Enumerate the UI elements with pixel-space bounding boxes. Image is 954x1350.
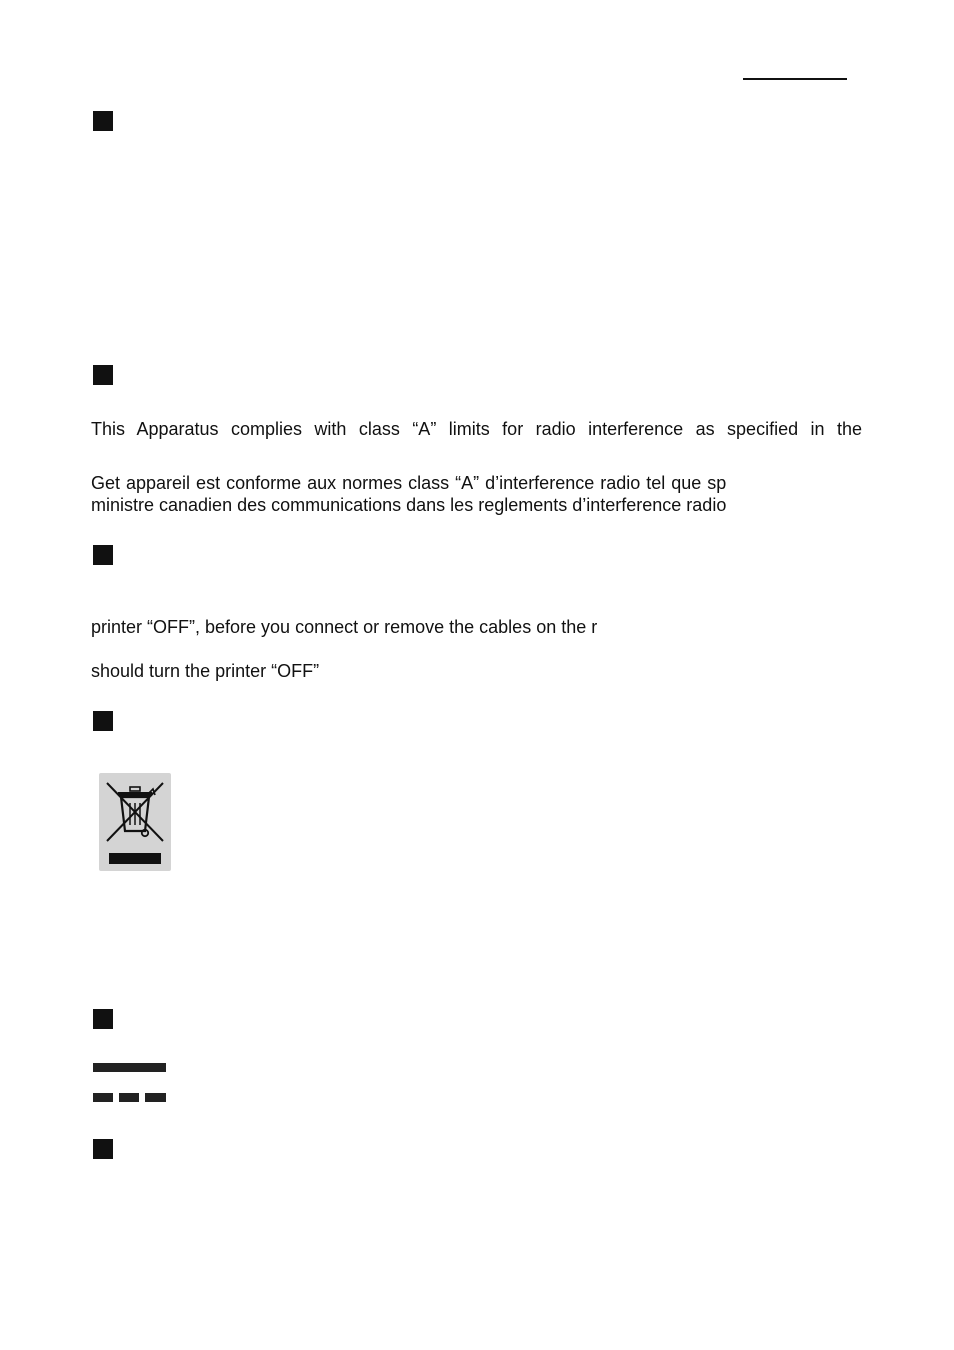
caution-line-1: printer “OFF”, before you connect or remove the cables on the r: [91, 617, 598, 637]
header-rule: [743, 78, 847, 80]
section-marker-icon: [93, 545, 113, 565]
caution-line-2: should turn the printer “OFF”: [91, 661, 320, 681]
icc-french-line-2: ministre canadien des communications dans les reglements d’interference radio: [91, 495, 727, 515]
icc-french-line-1: Get appareil est conforme aux normes class “A” d’interference radio tel que sp: [91, 473, 727, 493]
section-marker-icon: [93, 1139, 113, 1159]
section-marker-icon: [93, 111, 113, 131]
crossed-out-wheelie-bin-icon: [99, 773, 171, 871]
icc-compliance-line: This Apparatus complies with class “A” limits for radio interference as specified in the: [91, 419, 862, 439]
weee-symbol: [99, 773, 171, 871]
solid-line-symbol: [93, 1063, 166, 1072]
dashed-line-segment: [93, 1093, 113, 1102]
section-marker-icon: [93, 1009, 113, 1029]
dashed-line-segment: [119, 1093, 139, 1102]
section-marker-icon: [93, 711, 113, 731]
dashed-line-segment: [145, 1093, 166, 1102]
section-marker-icon: [93, 365, 113, 385]
